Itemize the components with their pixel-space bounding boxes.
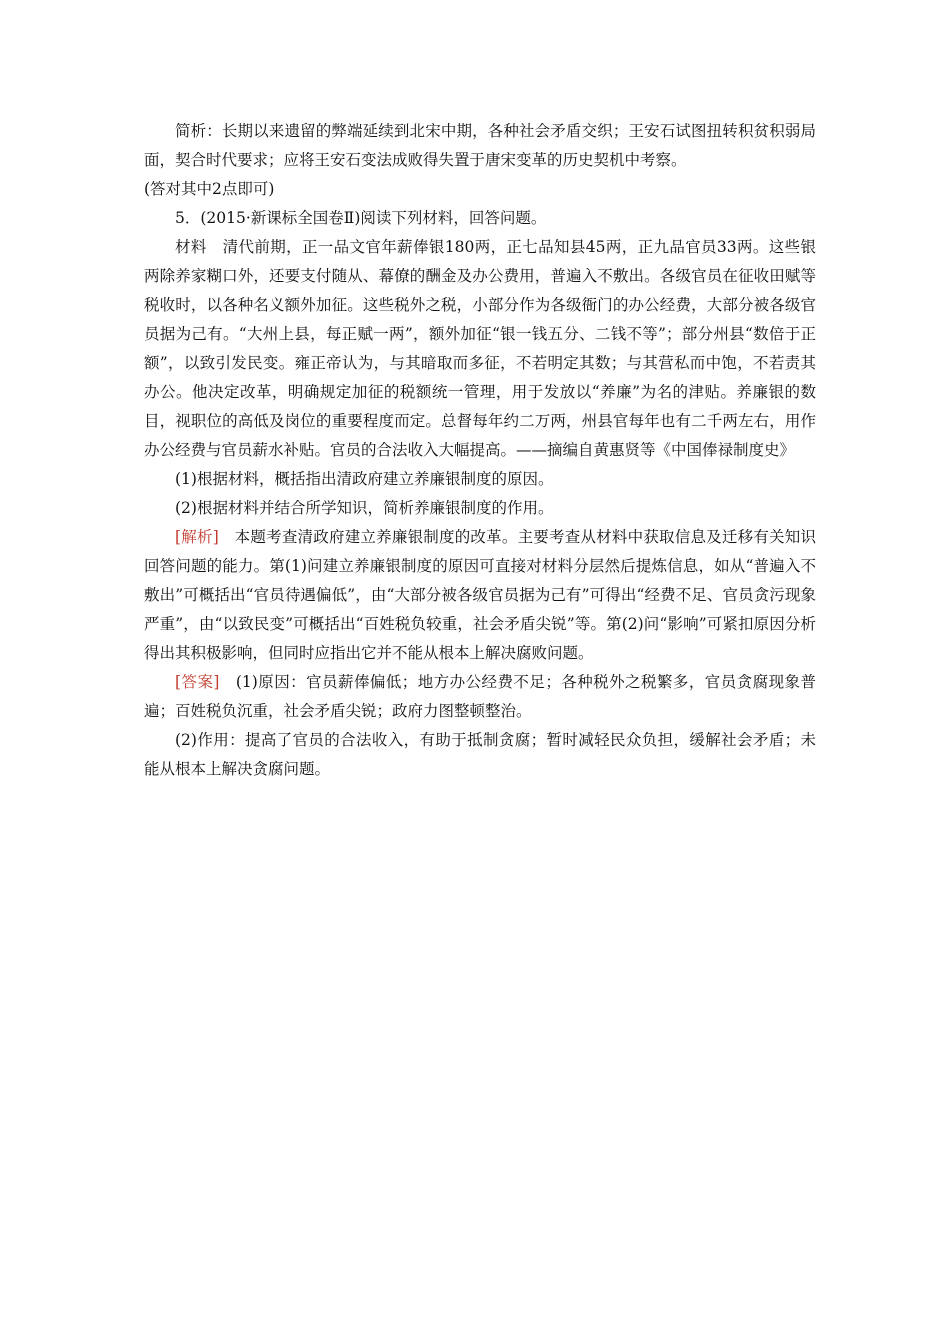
grading-note: (答对其中2点即可) (144, 180, 275, 198)
sub-question-1: (1)根据材料，概括指出清政府建立养廉银制度的原因。 (175, 470, 554, 488)
analysis-text: 本题考查清政府建立养廉银制度的改革。主要考查从材料中获取信息及迁移有关知识回答问题的能力。第(1)问建立养廉银制度的原因可直接对材料分层然后提炼信息，如从“普遍入不敷出”可概括出“官员待遇偏低”，由“大部分被各级官员据为己有”可得出“经费不足、官员贪污现象严重”，由“以致民变”可概括出“百姓税负较重，社会矛盾尖锐”等。第(2)问“影响”可紧扣原因分析得出其积极影响，但同时应指出它并不能从根本上解决腐败问题。 (144, 528, 816, 662)
answer-tag: [答案] (175, 673, 220, 691)
answer-part-2: (2)作用：提高了官员的合法收入，有助于抵制贪腐；暂时减轻民众负担，缓解社会矛盾；未能从根本上解决贪腐问题。 (144, 731, 816, 778)
analysis-paragraph (144, 523, 816, 668)
answer-text: (1)原因：官员薪俸偏低；地方办公经费不足；各种税外之税繁多，官员贪腐现象普遍；百姓税负沉重，社会矛盾尖锐；政府力图整顿整治。 (144, 673, 816, 720)
commentary-paragraph: 简析：长期以来遗留的弊端延续到北宋中期，各种社会矛盾交织；王安石试图扭转积贫积弱局面，契合时代要求；应将王安石变法成败得失置于唐宋变革的历史契机中考察。 (144, 122, 816, 169)
question-heading: 5．(2015·新课标全国卷Ⅱ)阅读下列材料，回答问题。 (175, 209, 547, 227)
document-page (144, 117, 816, 784)
material-paragraph: 材料 清代前期，正一品文官年薪俸银180两，正七品知县45两，正九品官员33两。这些银两除养家糊口外，还要支付随从、幕僚的酬金及办公费用，普遍入不敷出。各级官员在征收田赋等税收时，以各种名义额外加征。这些税外之税，小部分作为各级衙门的办公经费，大部分被各级官员据为己有。“大州上县，每正赋一两”，额外加征“银一钱五分、二钱不等”；部分州县“数倍于正额”，以致引发民变。雍正帝认为，与其暗取而多征，不若明定其数；与其营私而中饱，不若责其办公。他决定改革，明确规定加征的税额统一管理，用于发放以“养廉”为名的津贴。养廉银的数目，视职位的高低及岗位的重要程度而定。总督每年约二万两，州县官每年也有二千两左右，用作办公经费与官员薪水补贴。官员的合法收入大幅提高。——摘编自黄惠贤等《中国俸禄制度史》 (144, 238, 816, 459)
answer-paragraph (144, 668, 816, 726)
sub-question-2: (2)根据材料并结合所学知识，简析养廉银制度的作用。 (175, 499, 554, 517)
analysis-tag: [解析] (175, 528, 219, 546)
